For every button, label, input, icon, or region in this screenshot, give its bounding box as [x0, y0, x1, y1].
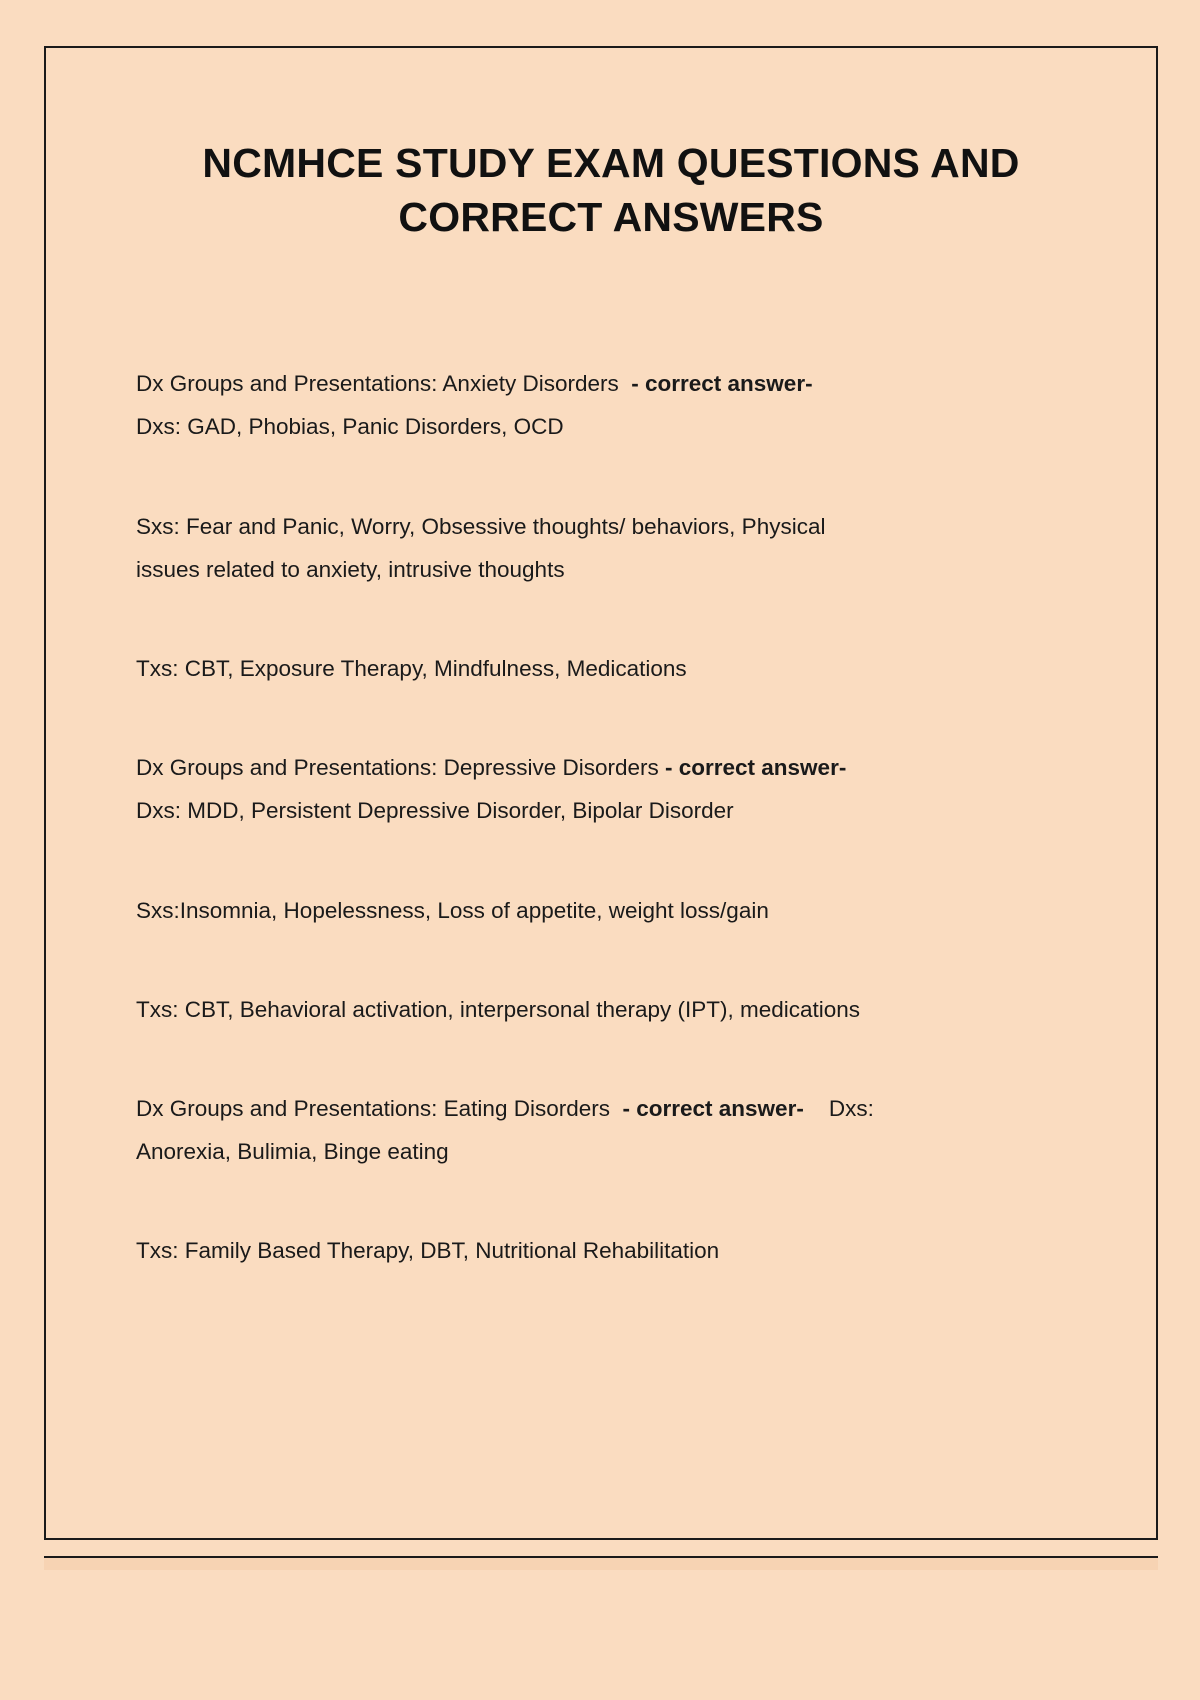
- qa-block: [136, 505, 1086, 591]
- answer-line: Txs: Family Based Therapy, DBT, Nutritional Rehabilitation: [136, 1238, 720, 1264]
- correct-answer-tag: [610, 1096, 623, 1121]
- qa-block: [136, 1087, 1086, 1173]
- page-footer-strip: [44, 1556, 1158, 1570]
- correct-answer-label: - correct answer-: [622, 1095, 804, 1121]
- question-line: [136, 362, 1086, 405]
- correct-answer-label: - correct answer-: [665, 755, 847, 781]
- correct-answer-tag: [619, 371, 632, 396]
- answer-line: issues related to anxiety, intrusive thoughts: [136, 556, 565, 582]
- qa-block: [136, 647, 1086, 690]
- question-line: [136, 1087, 1086, 1130]
- document-page: [44, 46, 1158, 1540]
- qa-block: [136, 362, 1086, 448]
- question-text: Dx Groups and Presentations: Depressive Disorders: [136, 755, 659, 781]
- qa-block: [136, 988, 1086, 1031]
- qa-block: [136, 746, 1086, 832]
- question-line: [136, 746, 1086, 789]
- question-text: Dx Groups and Presentations: Anxiety Disorders: [136, 371, 619, 397]
- answer-inline-text: Dxs:: [803, 1095, 874, 1121]
- answer-line: Dxs: GAD, Phobias, Panic Disorders, OCD: [136, 414, 564, 440]
- qa-block: [136, 1229, 1086, 1272]
- answer-line: Sxs: Fear and Panic, Worry, Obsessive thoughts/ behaviors, Physical: [136, 513, 826, 539]
- answer-line: Anorexia, Bulimia, Binge eating: [136, 1139, 449, 1165]
- question-text: Dx Groups and Presentations: Eating Disorders: [136, 1095, 610, 1121]
- answer-line: Sxs:Insomnia, Hopelessness, Loss of appetite, weight loss/gain: [136, 897, 769, 923]
- qa-block: [136, 889, 1086, 932]
- answer-line: Txs: CBT, Exposure Therapy, Mindfulness, Medications: [136, 655, 687, 681]
- answer-line: Txs: CBT, Behavioral activation, interpersonal therapy (IPT), medications: [136, 996, 861, 1022]
- document-body: [136, 362, 1086, 1272]
- correct-answer-label: - correct answer-: [631, 371, 813, 397]
- answer-line: Dxs: MDD, Persistent Depressive Disorder, Bipolar Disorder: [136, 798, 734, 824]
- page-title: NCMHCE STUDY EXAM QUESTIONS AND CORRECT ANSWERS: [202, 140, 1020, 241]
